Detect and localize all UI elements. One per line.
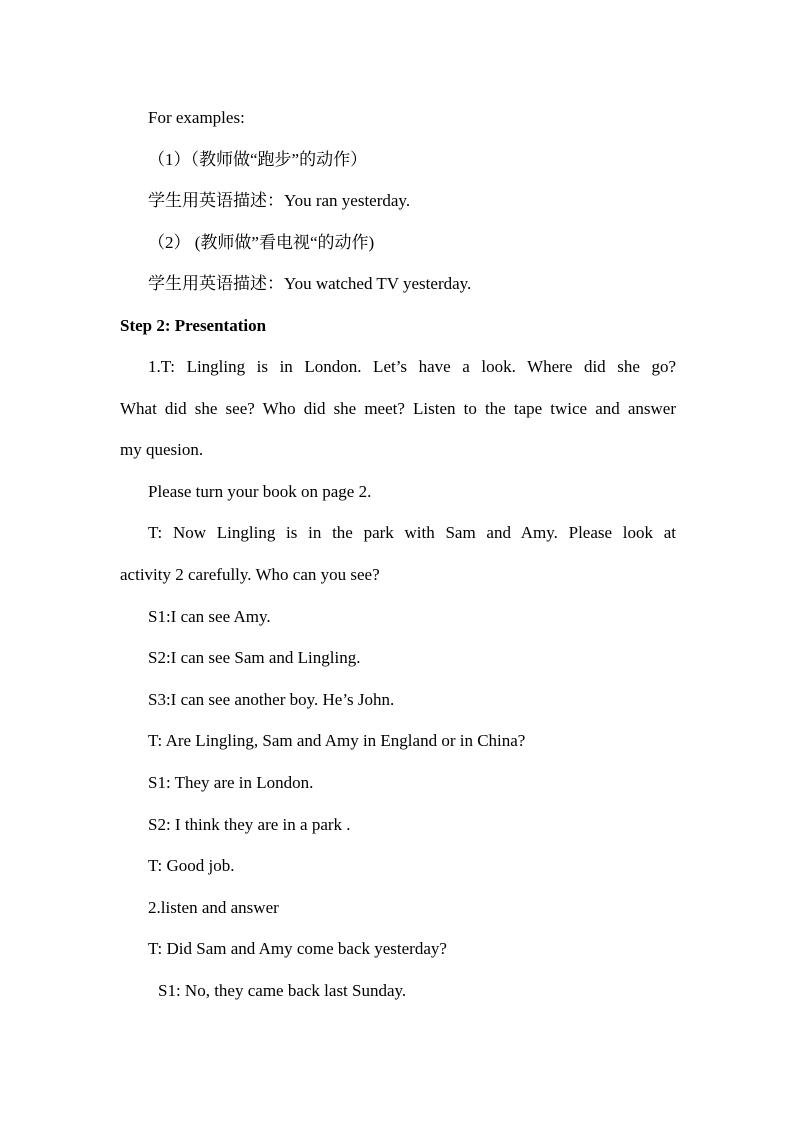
dialogue-line: T: Did Sam and Amy come back yesterday? — [148, 939, 447, 958]
dialogue-line: T: Good job. — [148, 856, 235, 875]
paragraph-line: What did she see? Who did she meet? Listen to the tape twice and answer — [120, 399, 676, 418]
dialogue-line: S2: I think they are in a park . — [148, 815, 351, 834]
dialogue-line: T: Are Lingling, Sam and Amy in England or in China? — [148, 731, 526, 750]
paragraph-line: activity 2 carefully. Who can you see? — [120, 565, 380, 584]
dialogue-line: S3:I can see another boy. He’s John. — [148, 690, 395, 709]
example-2-instruction: （2） (教师做”看电视“的动作) — [148, 233, 375, 252]
dialogue-line: S1:I can see Amy. — [148, 607, 271, 626]
example-1-instruction: （1）（教师做“跑步”的动作） — [148, 150, 368, 169]
dialogue-line: S1: No, they came back last Sunday. — [158, 981, 407, 1000]
section-heading-step-2: Step 2: Presentation — [120, 316, 267, 335]
subsection-heading: 2.listen and answer — [148, 898, 279, 917]
dialogue-line: S1: They are in London. — [148, 773, 314, 792]
dialogue-line: S2:I can see Sam and Lingling. — [148, 648, 361, 667]
paragraph-line: 1.T: Lingling is in London. Let’s have a look. Where did she go? — [148, 357, 676, 376]
example-1-answer: 学生用英语描述：You ran yesterday. — [148, 191, 411, 210]
examples-heading: For examples: — [148, 108, 245, 127]
paragraph-line: T: Now Lingling is in the park with Sam and Amy. Please look at — [148, 523, 676, 542]
paragraph-line: my quesion. — [120, 440, 204, 459]
paragraph-line: Please turn your book on page 2. — [148, 482, 372, 501]
example-2-answer: 学生用英语描述：You watched TV yesterday. — [148, 274, 472, 293]
